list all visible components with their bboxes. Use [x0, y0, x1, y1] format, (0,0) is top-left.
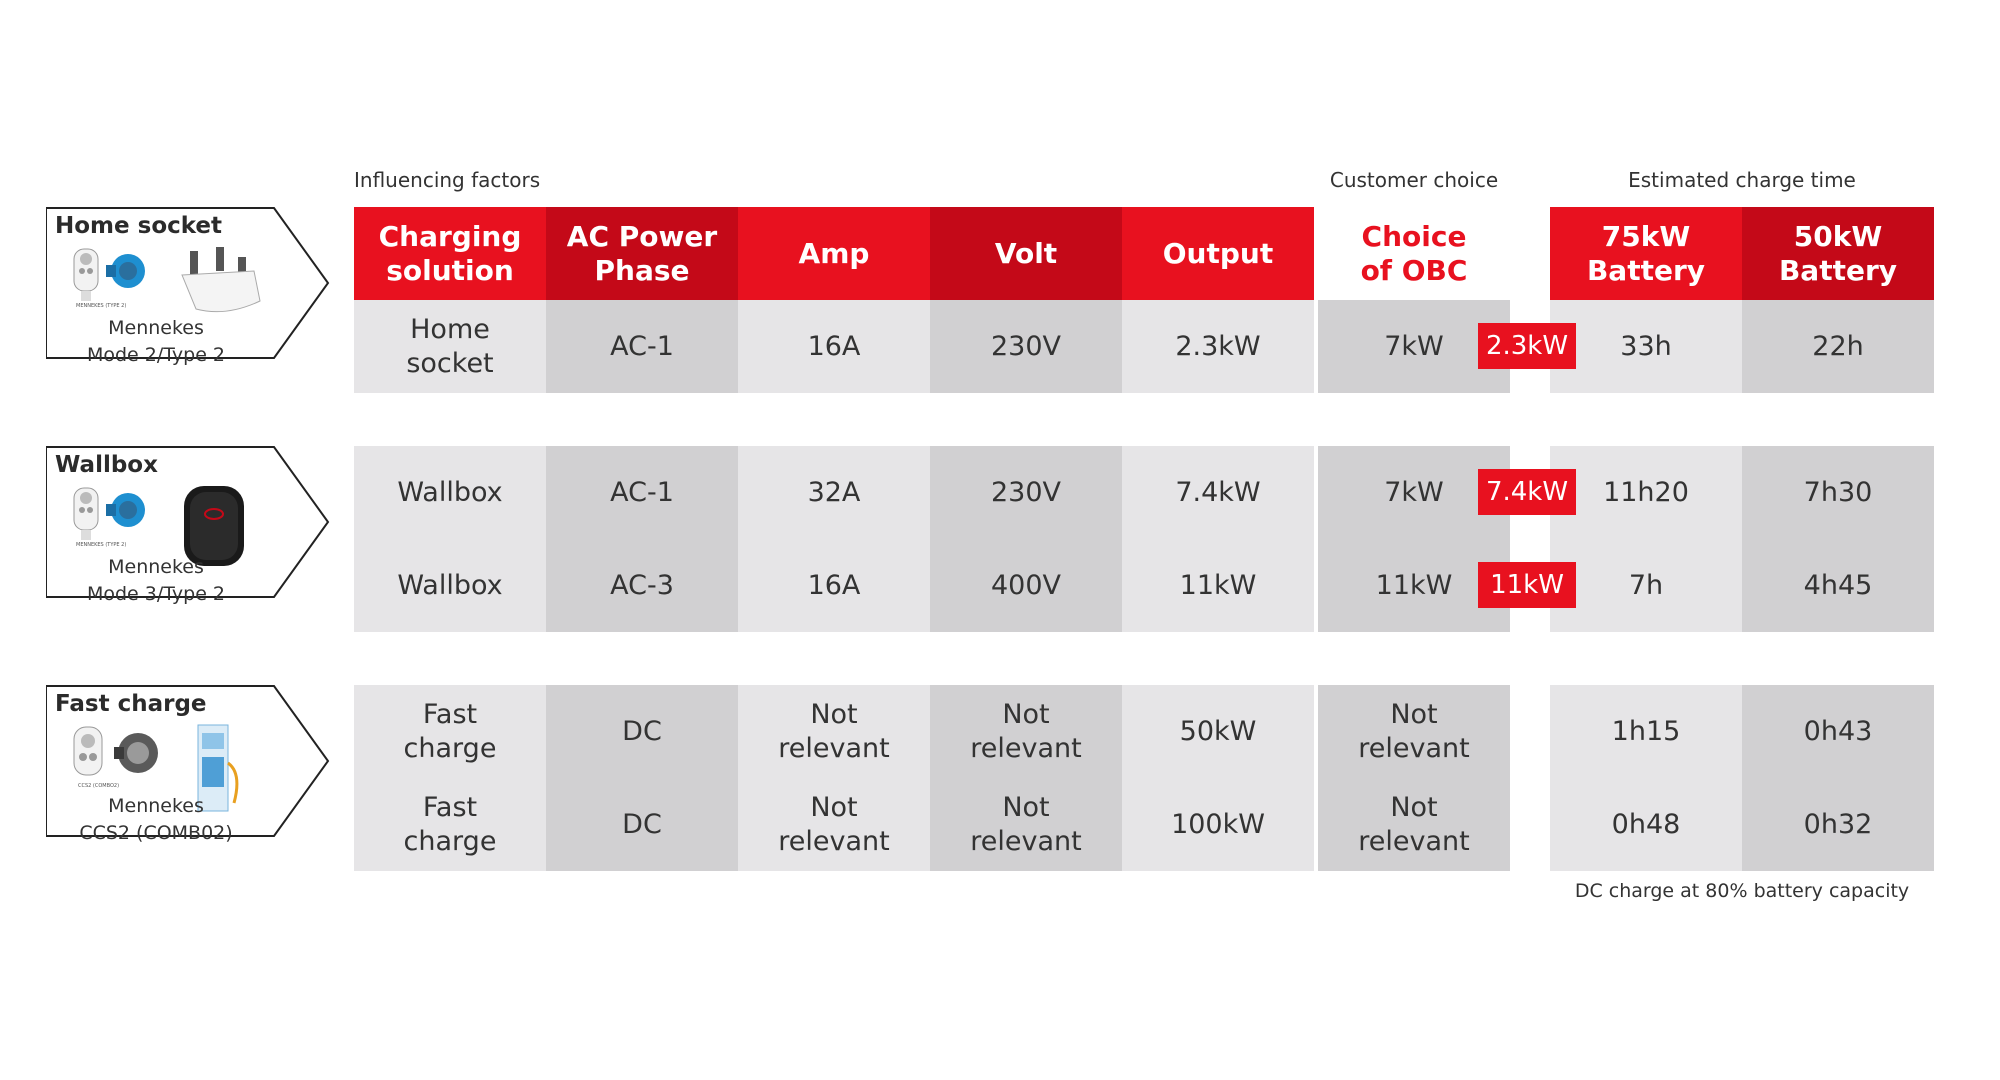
cell-amp: 16A [738, 300, 930, 393]
cell-obc: Not relevant [1318, 778, 1510, 871]
cell-amp: 16A [738, 539, 930, 632]
header-volt: Volt [930, 207, 1122, 300]
cell-time-75kw: 11h20 [1550, 446, 1742, 539]
output-badge: 11kW [1478, 562, 1576, 608]
cell-charging-solution: Fast charge [354, 778, 546, 871]
cell-time-75kw: 7h [1550, 539, 1742, 632]
cell-charging-solution: Fast charge [354, 685, 546, 778]
card-subtitle: Mennekes Mode 2/Type 2 [86, 317, 226, 366]
output-badge: 2.3kW [1478, 323, 1576, 369]
header-choice-of-obc: Choice of OBC [1318, 207, 1510, 300]
header-ac-power-phase: AC Power Phase [546, 207, 738, 300]
cell-output: 100kW [1122, 778, 1314, 871]
svg-text:MENNEKES (TYPE 2): MENNEKES (TYPE 2) [76, 303, 127, 309]
wallbox-card [46, 446, 330, 605]
cell-ac-phase: DC [546, 778, 738, 871]
uk-plug-icon [176, 247, 266, 321]
cell-time-50kw: 0h32 [1742, 778, 1934, 871]
home-socket-card [46, 207, 330, 366]
cell-volt: Not relevant [930, 685, 1122, 778]
cell-time-50kw: 0h43 [1742, 685, 1934, 778]
cell-output: 7.4kW [1122, 446, 1314, 539]
cell-time-75kw: 0h48 [1550, 778, 1742, 871]
cell-ac-phase: AC-3 [546, 539, 738, 632]
cell-volt: 400V [930, 539, 1122, 632]
cell-volt: 230V [930, 446, 1122, 539]
cell-charging-solution: Wallbox [354, 446, 546, 539]
cell-time-75kw: 1h15 [1550, 685, 1742, 778]
fast-charge-card [46, 685, 330, 844]
card-subtitle: Mennekes CCS2 (COMB02) [79, 795, 233, 844]
cell-ac-phase: DC [546, 685, 738, 778]
header-amp: Amp [738, 207, 930, 300]
cell-amp: Not relevant [738, 685, 930, 778]
svg-text:CCS2 (COMBO2): CCS2 (COMBO2) [78, 783, 120, 789]
cell-volt: Not relevant [930, 778, 1122, 871]
label-influencing-factors: Influencing factors [354, 168, 541, 192]
cell-time-50kw: 22h [1742, 300, 1934, 393]
cell-obc: Not relevant [1318, 685, 1510, 778]
label-estimated-charge-time: Estimated charge time [1628, 168, 1856, 192]
cell-ac-phase: AC-1 [546, 446, 738, 539]
cell-time-75kw: 33h [1550, 300, 1742, 393]
cell-obc: 7kW [1318, 446, 1510, 539]
cell-output: 11kW [1122, 539, 1314, 632]
output-badge: 7.4kW [1478, 469, 1576, 515]
cell-time-50kw: 4h45 [1742, 539, 1934, 632]
header-output: Output [1122, 207, 1314, 300]
cell-output: 50kW [1122, 685, 1314, 778]
card-title: Fast charge [55, 691, 207, 717]
label-customer-choice: Customer choice [1329, 168, 1499, 192]
header-75kw-battery: 75kW Battery [1550, 207, 1742, 300]
header-charging-solution: Charging solution [354, 207, 546, 300]
cell-volt: 230V [930, 300, 1122, 393]
cell-amp: 32A [738, 446, 930, 539]
footnote: DC charge at 80% battery capacity [1574, 880, 1910, 902]
cell-ac-phase: AC-1 [546, 300, 738, 393]
cell-obc: 11kW [1318, 539, 1510, 632]
cell-charging-solution: Home socket [354, 300, 546, 393]
cell-obc: 7kW [1318, 300, 1510, 393]
header-50kw-battery: 50kW Battery [1742, 207, 1934, 300]
card-subtitle: Mennekes Mode 3/Type 2 [86, 556, 226, 605]
card-title: Home socket [55, 213, 223, 239]
card-title: Wallbox [55, 452, 158, 478]
cell-amp: Not relevant [738, 778, 930, 871]
cell-charging-solution: Wallbox [354, 539, 546, 632]
cell-time-50kw: 7h30 [1742, 446, 1934, 539]
svg-text:MENNEKES (TYPE 2): MENNEKES (TYPE 2) [76, 542, 127, 548]
cell-output: 2.3kW [1122, 300, 1314, 393]
